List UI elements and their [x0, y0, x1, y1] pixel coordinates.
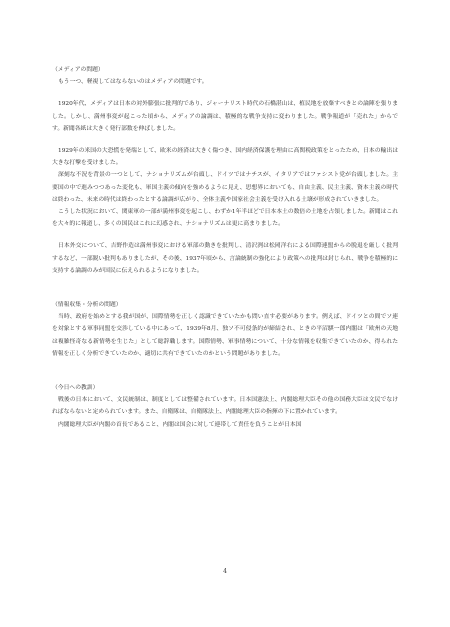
paragraph: もう一つ、軽視してはならないのはメディアの問題です。	[58, 79, 208, 86]
paragraph: 当時、政府を始めとする我が国が、国際情勢を正しく認識できていたかも問い直す必要があります。例えば、ドイツとの間でソ連を対象とする軍事同盟を交渉している中にあって、1939年8月、独ソ不可侵条約が締結され、ときの平沼騏一郎内閣は「欧州の天地は複雑怪奇なる新情勢を生じた」として総辞職します。国際情勢、軍事情勢について、十分な情報を収集できていたのか、得られた情報を正しく分析できていたのか、適切に共有できていたのかという問題がありました。	[52, 314, 398, 357]
paragraph: 1920年代、メディアは日本の対外膨張に批判的であり、ジャーナリスト時代の石橋湛山は、植民地を放棄すべきとの論陣を張りました。しかし、満州事変が起こった頃から、メディアの論調は、積極的な戦争支持に変わりました。戦争報道が「売れた」からです。新聞各紙は大きく発行部数を伸ばしました。	[52, 101, 398, 132]
section-heading-media: （メディアの問題）	[52, 67, 104, 73]
paragraph: 深刻な不況を背景の一つとして、ナショナリズムが台頭し、ドイツではナチスが、イタリアではファシスト党が台頭しました。主要国の中で進みつつあった変化も、軍国主義の傾向を強めるように見え、思想界においても、自由主義、民主主義、資本主義の時代は終わった、未来の時代は終わったとする論調が広がり、全体主義や国家社会主義を受け入れる土壌が形成されていきました。	[52, 172, 398, 203]
paragraph: こうした状況において、関東軍の一部が満州事変を起こし、わずか1年半ほどで日本本土の数倍の土地を占領しました。新聞はこれを大々的に報道し、多くの国民はこれに幻惑され、ナショナリズムは更に高まりました。	[52, 209, 398, 228]
paragraph: 1929年の米国の大恐慌を発端として、欧米の経済は大きく傷つき、国内経済保護を理由に高関税政策をとったため、日本の輸出は大きな打撃を受けました。	[52, 148, 398, 167]
page-number: 4	[223, 568, 227, 575]
section-heading-info: （情報収集・分析の問題）	[52, 302, 122, 309]
paragraph: 内閣総理大臣が内閣の首長であること、内閣は国会に対して連帯して責任を負うことが日本国	[58, 421, 302, 428]
paragraph: 戦後の日本において、文民統制は、制度としては整備されています。日本国憲法上、内閣総理大臣その他の国務大臣は文民でなければならないと定められています。また、自衛隊は、自衛隊法上、内閣総理大臣の指揮の下に置かれています。	[52, 397, 398, 416]
paragraph: 日本外交について、吉野作造は満州事変における軍部の動きを批判し、清沢洌は松岡洋右による国際連盟からの脱退を厳しく批判するなど、一部鋭い批判もありましたが、その後、1937年頃から、言論統制の強化により政策への批判は封じられ、戦争を積極的に支持する論調のみが国民に伝えられるようになりました。	[52, 243, 398, 274]
section-heading-lessons: （今日への教訓）	[52, 385, 99, 392]
